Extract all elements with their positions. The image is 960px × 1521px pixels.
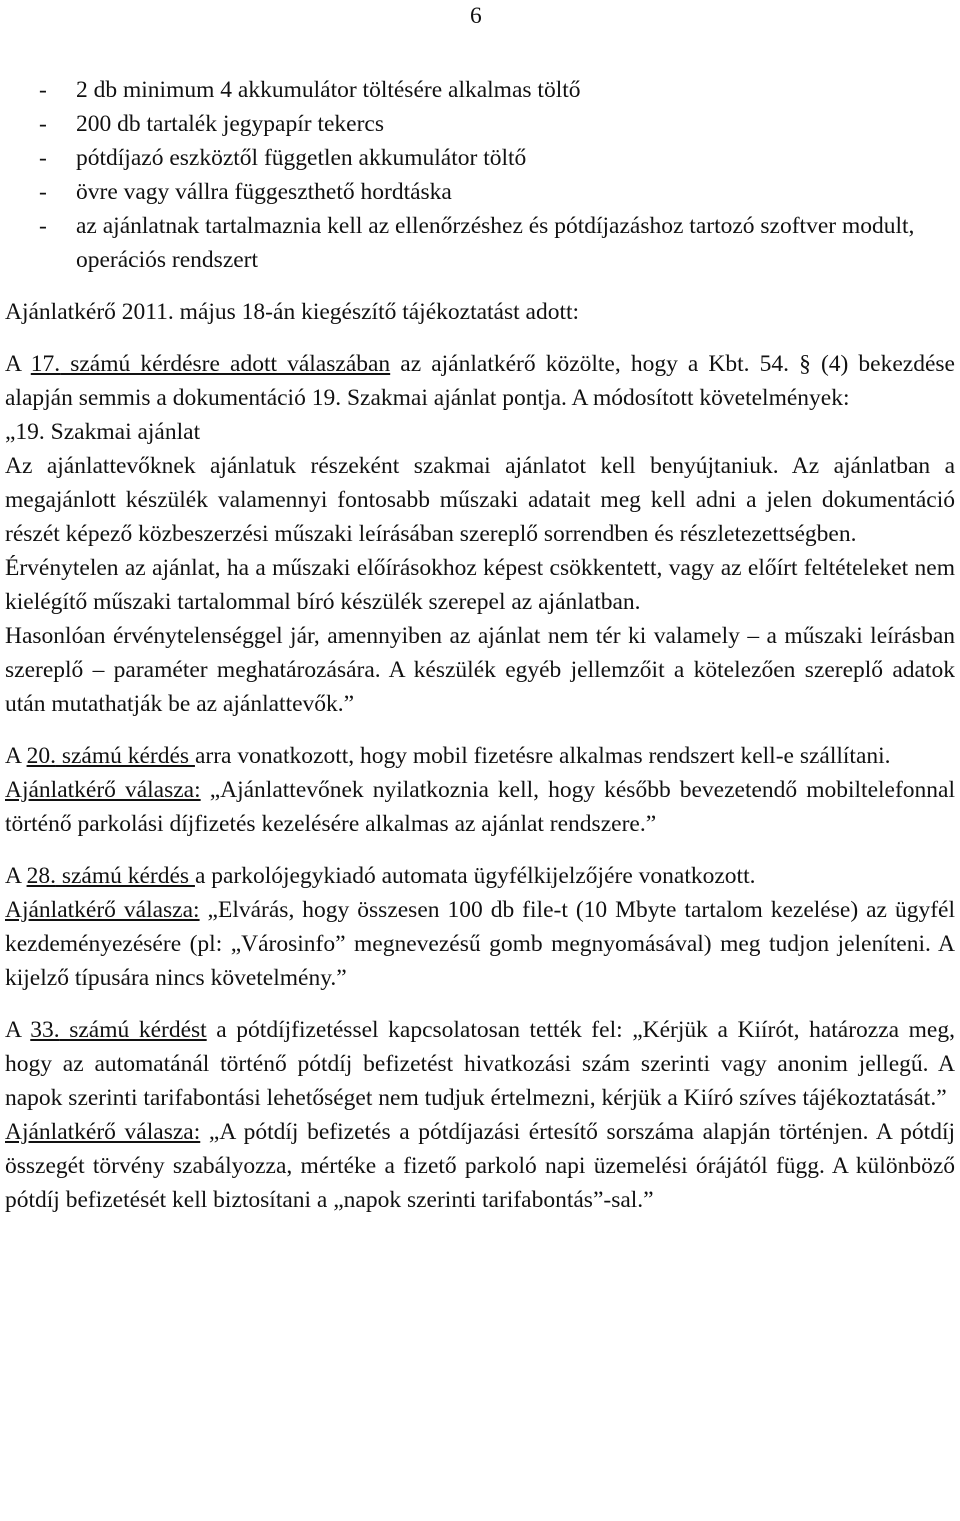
question-33-paragraph: A 33. számú kérdést a pótdíjfizetéssel kapcsolatosan tették fel: „Kérjük a Kiírót, határozza meg, hogy az automatánál történő pótdíj befizetést hivatkozási szám szerinti vagy anonim jellegű. A napok szerinti tarifabontási lehetőséget nem tudjuk értelmezni, kérjük a Kiíró szíves tájékoztatását.”: [5, 1017, 955, 1111]
requirement-paragraph-2: Érvénytelen az ajánlat, ha a műszaki előírásokhoz képest csökkentett, vagy az előírt feltételeket nem kielégítő műszaki tartalommal bíró készülék szerepel az ajánlatban.: [5, 555, 955, 615]
answer-label: Ajánlatkérő válasza:: [5, 777, 201, 803]
list-item: - övre vagy vállra függeszthető hordtáska: [39, 179, 452, 205]
intro-paragraph: Ajánlatkérő 2011. május 18-án kiegészítő tájékoztatást adott:: [5, 299, 580, 325]
answer-28-paragraph: Ajánlatkérő válasza: „Elvárás, hogy összesen 100 db file-t (10 Mbyte tartalom kezelése) az ügyfél kezdeményezésére (pl: „Városinfo” megnevezésű gomb megnyomásával) meg tudjon jeleníteni. A kijelző típusára nincs követelmény.”: [5, 897, 955, 991]
list-item: - az ajánlatnak tartalmaznia kell az ellenőrzéshez és pótdíjazáshoz tartozó szoftver modult, operációs rendszert: [39, 213, 915, 273]
document-body: [5, 73, 955, 1217]
list-item: - 2 db minimum 4 akkumulátor töltésére alkalmas töltő: [39, 77, 581, 103]
answer-33-paragraph: Ajánlatkérő válasza: „A pótdíj befizetés a pótdíjazási értesítő sorszáma alapján történjen. A pótdíj összegét törvény szabályozza, mértéke a fizető parkoló napi üzemelési órájától függ. A különböző pótdíj befizetését kell biztosítani a „napok szerinti tarifabontás”-sal.”: [5, 1119, 955, 1213]
page-number: 6: [470, 3, 482, 29]
list-item: - 200 db tartalék jegypapír tekercs: [39, 111, 384, 137]
requirement-heading: „19. Szakmai ajánlat: [5, 419, 201, 445]
list-item: - pótdíjazó eszköztől független akkumulátor töltő: [39, 145, 527, 171]
answer-20-paragraph: Ajánlatkérő válasza: „Ajánlattevőnek nyilatkoznia kell, hogy később bevezetendő mobiltelefonnal történő parkolási díjfizetés kezelésére alkalmas az ajánlat rendszere.”: [5, 777, 956, 837]
requirement-paragraph-1: Az ajánlattevőknek ajánlatuk részeként szakmai ajánlatot kell benyújtaniuk. Az ajánlatban a megajánlott készülék valamennyi fontosabb műszaki adatait meg kell adni a jelen dokumentáció részét képező közbeszerzési műszaki leírásában szereplő sorrendben és részletezettségben.: [5, 453, 955, 547]
question-28-paragraph: A 28. számú kérdés a parkolójegykiadó automata ügyfélkijelzőjére vonatkozott.: [5, 863, 756, 889]
question-17-paragraph: A 17. számú kérdésre adott válaszában az ajánlatkérő közölte, hogy a Kbt. 54. § (4) bekezdése alapján semmis a dokumentáció 19. Szakmai ajánlat pontja. A módosított követelmények:: [5, 351, 955, 411]
answer-label: Ajánlatkérő válasza:: [5, 897, 200, 923]
equipment-list: [5, 73, 955, 277]
requirement-paragraph-3: Hasonlóan érvénytelenséggel jár, amennyiben az ajánlat nem tér ki valamely – a műszaki leírásban szereplő – paraméter meghatározására. A készülék egyéb jellemzőit a kötelezően szereplő adatok után mutathatják be az ajánlattevők.”: [5, 623, 955, 717]
question-20-paragraph: A 20. számú kérdés arra vonatkozott, hogy mobil fizetésre alkalmas rendszert kell-e szállítani.: [5, 743, 891, 769]
answer-label: Ajánlatkérő válasza:: [5, 1119, 201, 1145]
